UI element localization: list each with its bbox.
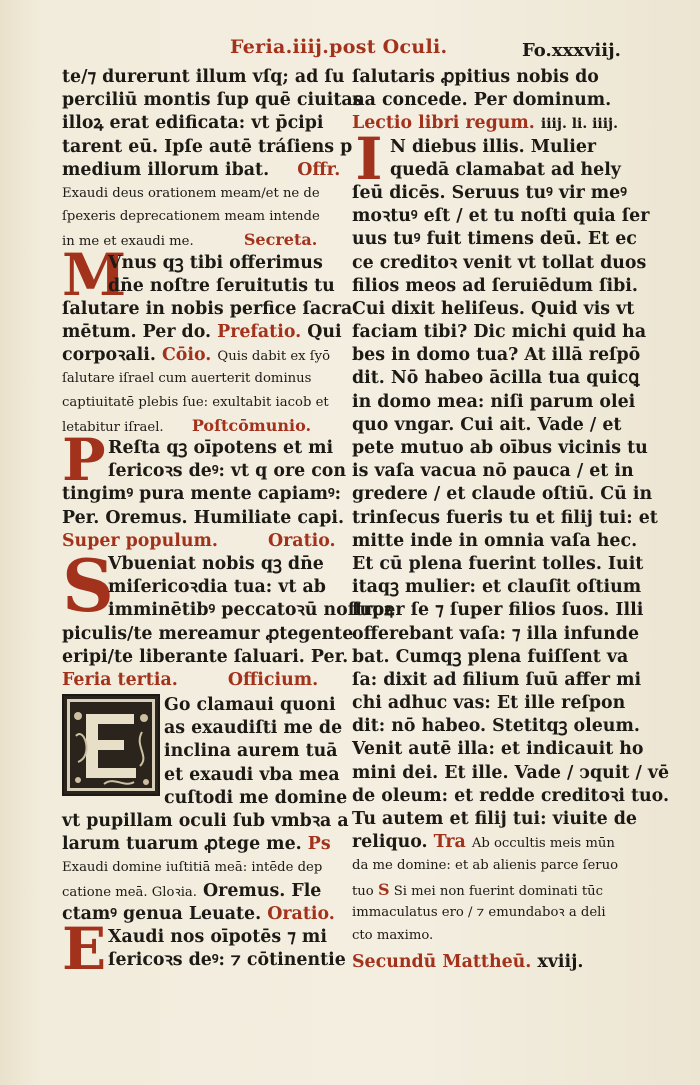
text-span: letabitur iſrael. [62,419,164,435]
small-text-line: Exaudi domine iuſtitiā meā: intēde dep [62,860,323,876]
text-line: moꝛtuꝰ eſt / et tu noſti quia ſer [352,206,650,227]
rubric-communio: Cōio. [161,345,212,366]
running-head: Feria.iiij.post Oculi. [230,36,448,58]
text-line: Cui dixit heliſeus. Quid vis vt [352,298,635,319]
text-span: Oremus. Fle [203,880,322,901]
text-line: quo vngar. Cui ait. Vade / et [352,414,622,435]
text-line [352,951,617,974]
rubric-prefatio: Prefatio. [217,322,302,343]
text-line: te/⁊ durerunt illum vſq; ad ſu [62,67,345,87]
text-line: filios meos ad ſeruiēdum ſibi. [352,275,638,296]
text-line [352,831,617,854]
text-line: ſalutare in nobis perfice ſacra [62,298,353,319]
small-text-line [352,878,617,901]
text-span: medium illorum ibat. [62,159,270,180]
text-line: in domo mea: niſi parum olei [352,391,636,412]
text-span: larum tuarum ꝓtege me. [62,834,302,855]
text-line: bes in domo tua? At illā reſpō [352,345,641,366]
text-line: Go clamaui quoni [164,695,336,716]
text-line: Venit autē illa: et indicauit ho [352,739,644,760]
initial-i: I [355,124,383,193]
rubric-officium: Officium. [227,669,319,690]
text-line: piculis/te mereamur ꝓtegente [62,623,354,644]
small-text-line: ſalutare iſrael cum auerterit dominus [62,371,312,387]
text-line: vt pupillam oculi ſub vmbꝛa a [62,811,349,831]
initial-e: E [62,914,107,983]
initial-s: S [62,542,114,628]
text-line: ſericoꝛs deꝰ: ⁊ cōtinentie [108,950,346,971]
text-line: miſericoꝛdia tua: vt ab [108,577,326,598]
text-line: pete mutuo ab oībus vicinis tu [352,438,648,458]
text-line: Vnus qꝫ tibi offerimus [108,252,323,273]
text-line: uus tuꝰ fuit timens deū. Et ec [352,229,637,250]
text-line: imminētibꝰ peccatoꝛū noſtroꝝ [108,600,395,621]
right-column [352,66,670,974]
text-line: et exaudi vba mea [164,764,340,785]
text-line: Reſta qꝫ oīpotens et mi [108,438,334,458]
text-span: Si mei non fuerint dominati tūc [393,883,604,899]
text-line: Vbueniat nobis qꝫ dn̄e [108,553,324,574]
rubric-psalmus: Ps [307,834,331,855]
rubric-super-populum: Super populum. [62,530,218,551]
text-span: in me et exaudi me. [62,234,194,250]
text-line: mitte inde in omnia vaſa hec. [352,530,638,551]
text-span: iiij. li. iiij. [540,116,618,133]
text-line [62,321,342,344]
text-span: xviij. [537,952,584,973]
text-line: eripi/te liberante ſaluari. Per. [62,646,349,667]
small-text-line: da me domine: et ab alienis parce ſeruo [352,858,619,874]
text-line: mini dei. Et ille. Vade / ↄquit / vē [352,762,670,783]
text-span: tuo [352,883,374,899]
text-line: itaqꝫ mulier: et clauſit oſtium [352,577,642,598]
rubric-secreta: Secreta. [243,230,318,250]
small-text-line: Exaudi deus orationem meam/et ne de [62,185,320,201]
text-span: ctamꝰ genua Leuate. [62,903,262,924]
paragraph-e2 [62,914,346,983]
text-line: faciam tibi? Dic michi quid ha [352,322,647,343]
rubric-oratio: Oratio. [267,530,336,551]
text-line: gredere / et claude oſtiū. Cū in [352,484,653,505]
text-line: na concede. Per dominum. [352,90,612,111]
small-text-line: captiuitatē plebis ſue: exultabit iacob et [62,394,329,410]
small-text-line [62,228,330,251]
text-span: corpoꝛali. [62,345,156,366]
text-line: dn̄e noſtre ſeruitutis tu [108,275,335,296]
text-line: tarent eū. Ipſe autē tráſiens p [62,136,353,157]
text-line: offerebant vaſa: ⁊ illa infunde [352,623,640,644]
text-line: tingimꝰ pura mente capiamꝰ: [62,484,342,505]
text-line: chi adhuc vas: Et ille reſpon [352,693,626,714]
text-line: is vaſa vacua nō pauca / et in [352,461,634,482]
text-line: dit: nō habeo. Stetitqꝫ oleum. [352,716,640,737]
text-line [62,880,330,903]
text-line [62,669,330,692]
text-line: N diebus illis. Mulier [390,136,597,157]
text-line: ſuper ſe ⁊ ſuper filios ſuos. Illi [352,600,644,621]
small-text-line [62,414,330,437]
text-line: Tu autem et filij tui: viuite de [352,809,637,829]
text-line: Xaudi nos oīpotēs ⁊ mi [108,926,327,947]
text-line: inclina aurem tuā [164,741,338,762]
text-line [62,530,336,553]
text-line: dit. Nō habeo ācilla tua quicꝗ [352,368,640,389]
small-text-line: immaculatus ero / ⁊ emundaboꝛ a deli [352,904,606,920]
rubric-secundum-mattheum: Secundū Mattheū. [352,952,532,973]
folio-number: Fo.xxxviij. [522,40,621,61]
initial-m: M [62,240,127,309]
rubric-offertorium: Offr. [297,159,341,180]
rubric-versus: S [377,879,390,899]
text-line [62,903,335,926]
text-line: quedā clamabat ad hely [390,159,621,180]
text-line: bat. Cumqꝫ plena fuiſſent va [352,646,629,667]
text-line [352,112,617,135]
text-line: ce creditoꝛ venit vt tollat duos [352,252,647,273]
text-span: reliquo. [352,832,428,853]
paragraph-e [62,694,348,810]
text-line: perciliū montis ſup quē ciuitas [62,90,363,111]
small-text-line: ſpexeris deprecationem meam intende [62,209,320,225]
text-line: ſa: dixit ad filium ſuū affer mi [352,669,642,690]
text-line: Per. Oremus. Humiliate capi. [62,507,345,528]
text-span: catione meā. Gloꝛia. [62,884,197,900]
text-line: cuſtodi me domine [164,787,348,808]
decorated-initial-e [62,694,160,796]
text-line: as exaudiſti me de [164,718,343,739]
text-span: Qui [307,322,342,343]
rubric-lectio: Lectio libri regum. [352,113,535,134]
rubric-oratio-2: Oratio. [267,903,335,924]
text-line: ſalutaris ꝓpitius nobis do [352,67,599,87]
text-span: Ab occultis meis mūn [471,836,615,852]
text-span: mētum. Per do. [62,322,212,343]
text-span: Quis dabit ex ſyō [217,349,331,365]
rubric-feria-tertia: Feria tertia. [62,669,178,690]
text-line: ſeū dicēs. Seruus tuꝰ vir meꝰ [352,182,627,203]
text-line: illoꝝ erat edificata: vt p̄cipi [62,113,324,134]
text-line: Et cū plena fuerint tolles. Iuit [352,553,644,574]
decorated-initial-e-icon [64,696,158,794]
initial-p: P [62,426,106,494]
small-text-line: cto maximo. [352,927,434,943]
text-line: trinſecus fueris tu et filij tui: et [352,507,658,528]
text-line [62,159,341,182]
paragraph-s [62,542,395,628]
rubric-postcommunio: Poſtcōmunio. [191,415,312,435]
text-line: ſericoꝛs deꝰ: vt q ore con [108,461,347,482]
text-line [62,833,330,856]
text-line: de oleum: et redde creditoꝛi tuo. [352,785,670,806]
text-line [62,344,330,367]
rubric-tractus: Tra [433,832,466,853]
